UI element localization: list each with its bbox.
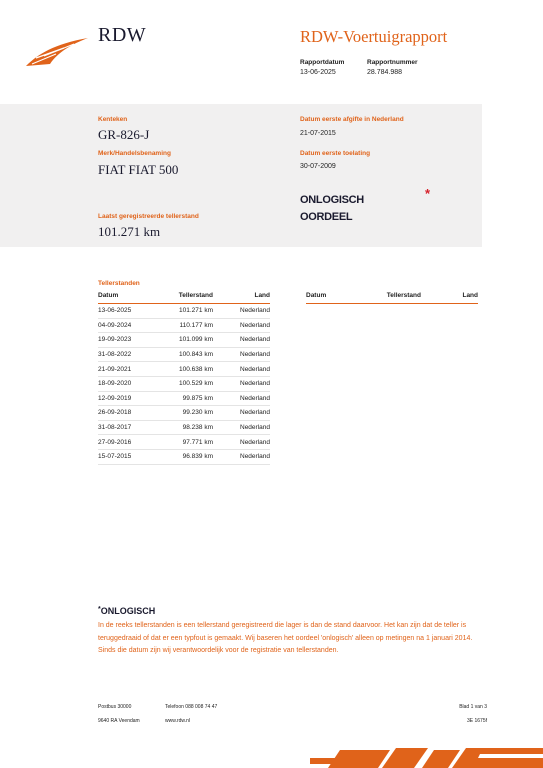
- row-odometer: 100.638 km: [179, 365, 213, 373]
- report-date-label: Rapportdatum: [300, 59, 345, 66]
- row-country: Nederland: [240, 336, 270, 344]
- row-odometer: 98.238 km: [182, 424, 213, 432]
- row-country: Nederland: [240, 307, 270, 315]
- make-value: FIAT FIAT 500: [98, 162, 179, 177]
- row-date: 12-09-2019: [98, 394, 132, 402]
- table-row: [98, 348, 270, 363]
- report-number: [367, 59, 418, 76]
- row-odometer: 97.771 km: [182, 438, 213, 446]
- plate-value: GR-826-J: [98, 127, 150, 142]
- odometer-value: 101.271 km: [98, 224, 161, 239]
- row-date: 13-06-2025: [98, 307, 132, 315]
- note-title: [98, 606, 155, 616]
- row-country: Nederland: [240, 438, 270, 446]
- report-date: [300, 59, 344, 76]
- row-date: 27-09-2016: [98, 438, 132, 446]
- row-country: Nederland: [240, 409, 270, 417]
- row-date: 26-09-2018: [98, 409, 132, 417]
- row-country: Nederland: [240, 321, 270, 329]
- verdict-line-1: ONLOGISCH: [300, 194, 364, 206]
- readings-table-continued-header: [306, 292, 478, 304]
- footer-phone: Telefoon 088 008 74 47: [165, 704, 218, 710]
- row-odometer: 99.230 km: [182, 409, 213, 417]
- footer-page: Blad 1 van 3: [459, 704, 487, 710]
- col-odometer: Tellerstand: [178, 292, 213, 299]
- row-odometer: 100.843 km: [179, 351, 213, 359]
- readings-table-body: [98, 304, 270, 465]
- brand-name: RDW: [98, 24, 147, 46]
- note-title-text: ONLOGISCH: [100, 606, 156, 616]
- footer-code: 3E 1675f: [466, 718, 487, 724]
- readings-table-header: [98, 292, 270, 304]
- first-admission-label: Datum eerste toelating: [300, 150, 371, 157]
- col-date-2: Datum: [306, 292, 327, 299]
- readings-title: Tellerstanden: [98, 280, 140, 287]
- row-country: Nederland: [240, 453, 270, 461]
- odometer-verdict: [300, 192, 364, 226]
- brand-stripes-icon: [310, 744, 543, 768]
- table-row: [98, 435, 270, 450]
- table-row: [98, 421, 270, 436]
- note-body: In de reeks tellerstanden is een tellerstand geregistreerd die lager is dan de stand daarvoor. Het kan zijn dat de teller is teruggedraaid of dat er een typfout is gemaakt. Wij baseren het oordeel 'onlogisch' alleen op metingen na 1 januari 2014. Sinds die datum zijn wij verantwoordelijk voor de registratie van tellerstanden.: [98, 622, 473, 654]
- table-row: [98, 333, 270, 348]
- col-country-2: Land: [462, 292, 478, 299]
- table-row: [98, 450, 270, 465]
- row-country: Nederland: [240, 394, 270, 402]
- footer-postbus: Postbus 30000: [98, 704, 132, 710]
- verdict-marker: *: [425, 186, 431, 201]
- row-date: 21-09-2021: [98, 365, 132, 373]
- verdict-line-2: OORDEEL: [300, 211, 353, 223]
- row-date: 31-08-2017: [98, 424, 132, 432]
- row-country: Nederland: [240, 424, 270, 432]
- report-date-value: 13-06-2025: [300, 69, 336, 76]
- table-row: [98, 319, 270, 334]
- report-title: RDW-Voertuigrapport: [300, 27, 448, 46]
- first-admission-value: 30-07-2009: [300, 163, 336, 170]
- row-odometer: 110.177 km: [179, 321, 213, 329]
- plate-label: Kenteken: [98, 116, 128, 123]
- make-label: Merk/Handelsbenaming: [98, 150, 171, 157]
- col-odometer-2: Tellerstand: [386, 292, 421, 299]
- row-odometer: 96.839 km: [182, 453, 213, 461]
- row-date: 15-07-2015: [98, 453, 132, 461]
- table-row: [98, 304, 270, 319]
- report-number-value: 28.784.988: [367, 69, 403, 76]
- readings-table: [98, 292, 270, 465]
- row-country: Nederland: [240, 365, 270, 373]
- readings-table-continued: [306, 292, 478, 304]
- row-date: 19-09-2023: [98, 336, 132, 344]
- odometer-label: Laatst geregistreerde tellerstand: [98, 213, 199, 220]
- row-country: Nederland: [240, 380, 270, 388]
- note-marker: *: [98, 606, 101, 613]
- footer-city: 9640 RA Veendam: [98, 718, 140, 724]
- row-odometer: 101.271 km: [179, 307, 213, 315]
- table-row: [98, 377, 270, 392]
- report-number-label: Rapportnummer: [367, 59, 418, 66]
- row-date: 04-09-2024: [98, 321, 132, 329]
- table-row: [98, 392, 270, 407]
- table-row: [98, 362, 270, 377]
- row-date: 31-08-2022: [98, 351, 132, 359]
- rdw-logo-icon: [24, 34, 90, 68]
- row-date: 18-09-2020: [98, 380, 132, 388]
- col-country: Land: [254, 292, 270, 299]
- first-issue-label: Datum eerste afgifte in Nederland: [300, 116, 404, 123]
- vehicle-summary-panel: [0, 104, 482, 247]
- row-odometer: 101.099 km: [179, 336, 213, 344]
- row-odometer: 99.875 km: [182, 394, 213, 402]
- table-row: [98, 406, 270, 421]
- row-country: Nederland: [240, 351, 270, 359]
- footer-web: www.rdw.nl: [165, 718, 191, 724]
- row-odometer: 100.529 km: [179, 380, 213, 388]
- col-date: Datum: [98, 292, 119, 299]
- first-issue-value: 21-07-2015: [300, 130, 336, 137]
